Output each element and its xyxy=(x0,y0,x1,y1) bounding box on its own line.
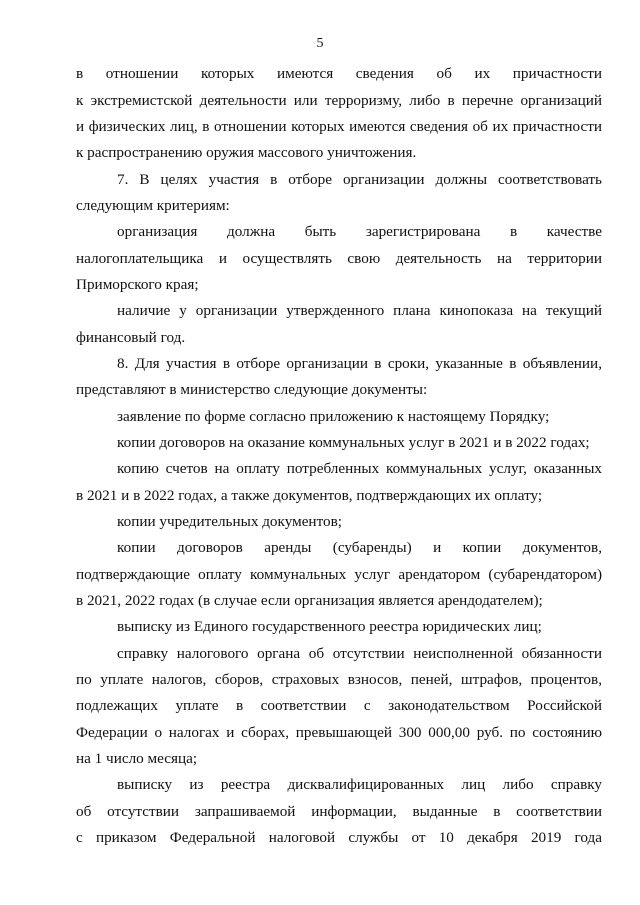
text-line: представляют в министерство следующие документы: xyxy=(76,381,428,398)
text-line: подлежащих уплате в соответствии с законодательством Российской xyxy=(76,697,602,714)
text-line: с приказом Федеральной налоговой службы от 10 декабря 2019 года xyxy=(76,829,602,846)
text-line: финансовый год. xyxy=(76,329,186,346)
text-line: заявление по форме согласно приложению к настоящему Порядку; xyxy=(117,408,550,425)
text-line: об отсутствии запрашиваемой информации, выданные в соответствии xyxy=(76,803,602,820)
text-line: копии договоров аренды (субаренды) и копии документов, xyxy=(117,539,602,556)
text-line: 7. В целях участия в отборе организации должны соответствовать xyxy=(117,171,602,188)
text-line: Приморского края; xyxy=(76,276,199,293)
text-line: подтверждающие оплату коммунальных услуг арендатором (субарендатором) xyxy=(76,566,602,583)
text-line: налогоплательщика и осуществлять свою деятельность на территории xyxy=(76,250,602,267)
text-line: по уплате налогов, сборов, страховых взносов, пеней, штрафов, процентов, xyxy=(76,671,602,688)
text-line: следующим критериям: xyxy=(76,197,230,214)
text-line: 8. Для участия в отборе организации в сроки, указанные в объявлении, xyxy=(117,355,602,372)
text-line: в 2021 и в 2022 годах, а также документов, подтверждающих их оплату; xyxy=(76,487,543,504)
text-line: и физических лиц, в отношении которых имеются сведения об их причастности xyxy=(76,118,602,135)
text-line: организация должна быть зарегистрирована в качестве xyxy=(117,223,602,240)
text-line: в 2021, 2022 годах (в случае если организация является арендодателем); xyxy=(76,592,543,609)
text-line: к распространению оружия массового уничтожения. xyxy=(76,144,417,161)
text-line: наличие у организации утвержденного плана кинопоказа на текущий xyxy=(117,302,602,319)
text-line: к экстремистской деятельности или терроризму, либо в перечне организаций xyxy=(76,92,602,109)
text-line: копии договоров на оказание коммунальных услуг в 2021 и в 2022 годах; xyxy=(117,434,590,451)
text-line: справку налогового органа об отсутствии неисполненной обязанности xyxy=(117,645,602,662)
text-line: выписку из Единого государственного реестра юридических лиц; xyxy=(117,618,542,635)
page-number: 5 xyxy=(316,36,324,51)
text-line: выписку из реестра дисквалифицированных лиц либо справку xyxy=(117,776,602,793)
text-line: копии учредительных документов; xyxy=(117,513,342,530)
text-line: на 1 число месяца; xyxy=(76,750,198,767)
text-line: Федерации о налогах и сборах, превышающей 300 000,00 руб. по состоянию xyxy=(76,724,602,741)
text-line: копию счетов на оплату потребленных коммунальных услуг, оказанных xyxy=(117,460,602,477)
text-line: в отношении которых имеются сведения об их причастности xyxy=(76,65,602,82)
